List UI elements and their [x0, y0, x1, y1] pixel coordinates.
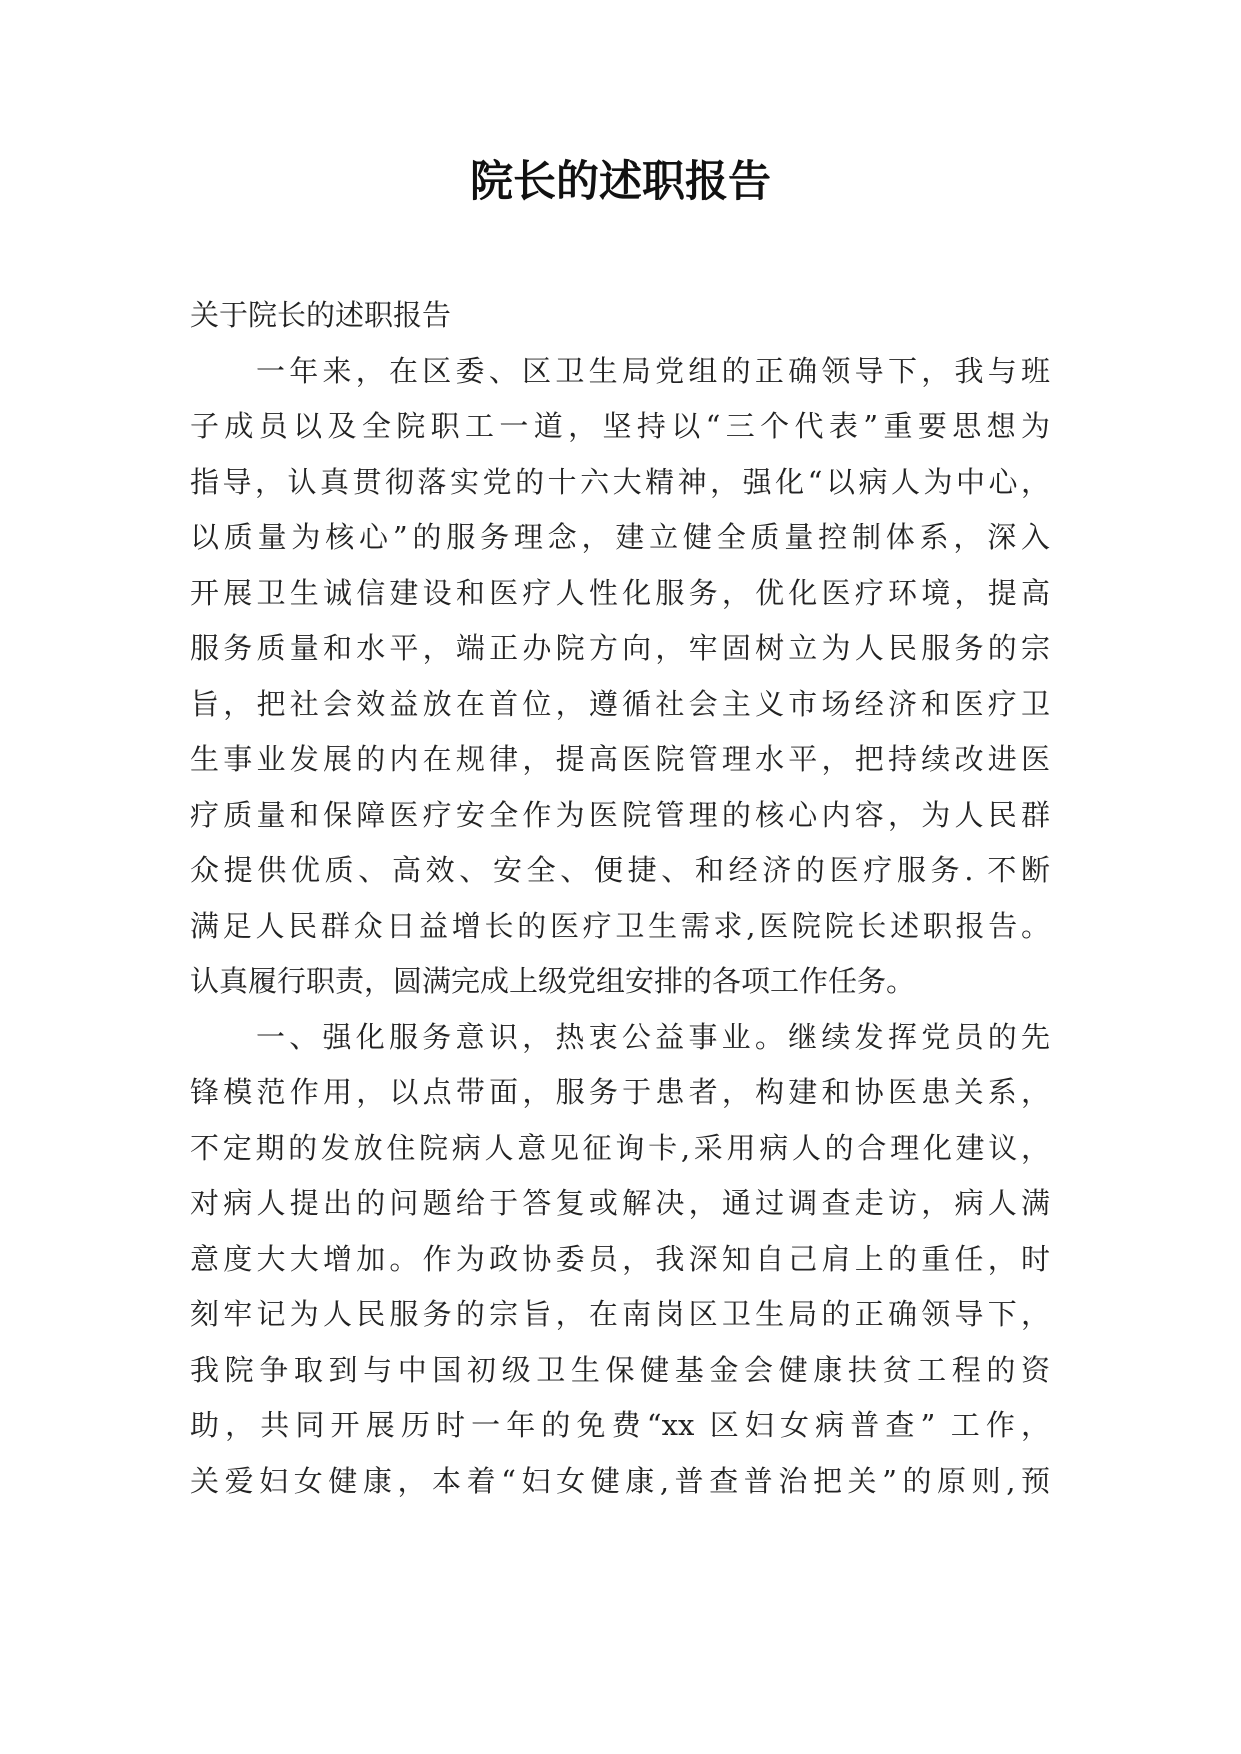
text-line: 关爱妇女健康，本着“妇女健康,普查普治把关”的原则,预	[190, 1463, 1050, 1498]
text-line: 以质量为核心”的服务理念，建立健全质量控制体系，深入	[190, 520, 1050, 554]
text-line: 一、强化服务意识，热衷公益事业。继续发挥党员的先	[256, 1019, 1050, 1054]
text-line: 刻牢记为人民服务的宗旨，在南岗区卫生局的正确领导下，	[190, 1297, 1050, 1331]
text-line: 锋模范作用，以点带面，服务于患者，构建和协医患关系，	[190, 1075, 1050, 1109]
text-line: 指导，认真贯彻落实党的十六大精神，强化“以病人为中心，	[190, 464, 1050, 499]
text-line: 旨，把社会效益放在首位，遵循社会主义市场经济和医疗卫	[190, 686, 1050, 721]
text-line: 子成员以及全院职工一道，坚持以“三个代表”重要思想为	[190, 409, 1050, 443]
text-line: 开展卫生诚信建设和医疗人性化服务，优化医疗环境，提高	[190, 575, 1050, 610]
text-line: 满足人民群众日益增长的医疗卫生需求,医院院长述职报告。	[190, 908, 1050, 943]
text-line: 众提供优质、高效、安全、便捷、和经济的医疗服务. 不断	[190, 853, 1050, 887]
document-subtitle: 关于院长的述职报告	[190, 298, 452, 332]
paragraph-1	[190, 344, 1050, 1010]
text-line: 助，共同开展历时一年的免费“xx 区妇女病普查” 工作，	[190, 1408, 1050, 1442]
document-body	[190, 288, 1050, 1509]
text-line: 认真履行职责，圆满完成上级党组安排的各项工作任务。	[190, 964, 916, 998]
text-line: 意度大大增加。作为政协委员，我深知自己肩上的重任，时	[190, 1241, 1050, 1276]
text-line: 疗质量和保障医疗安全作为医院管理的核心内容，为人民群	[190, 797, 1050, 832]
text-line: 不定期的发放住院病人意见征询卡,采用病人的合理化建议，	[190, 1130, 1050, 1165]
text-line: 一年来，在区委、区卫生局党组的正确领导下，我与班	[256, 353, 1050, 388]
text-line: 服务质量和水平，端正办院方向，牢固树立为人民服务的宗	[190, 631, 1050, 665]
paragraph-2	[190, 1010, 1050, 1510]
text-line: 生事业发展的内在规律，提高医院管理水平，把持续改进医	[190, 742, 1050, 776]
text-line: 对病人提出的问题给于答复或解决，通过调查走访，病人满	[190, 1186, 1050, 1220]
document-title: 院长的述职报告	[470, 157, 771, 207]
text-line: 我院争取到与中国初级卫生保健基金会健康扶贫工程的资	[190, 1352, 1050, 1387]
